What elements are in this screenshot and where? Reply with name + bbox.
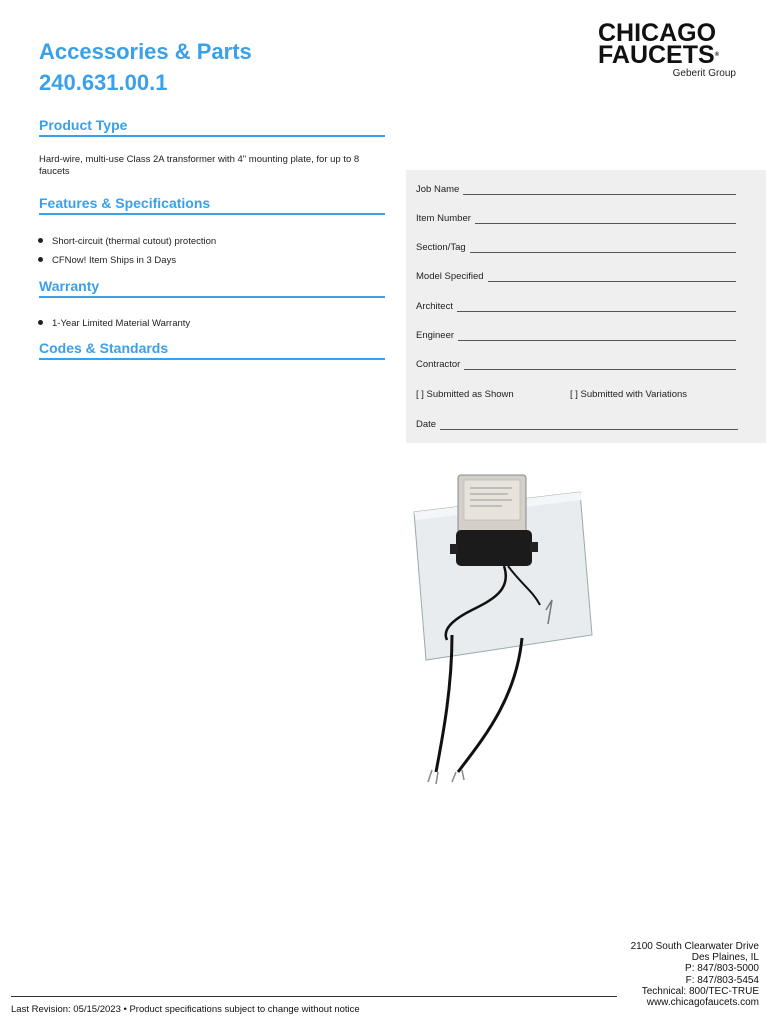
address-street: 2100 South Clearwater Drive	[630, 941, 759, 952]
address-phone: P: 847/803-5000	[685, 963, 759, 975]
logo-line-1: CHICAGO	[598, 19, 717, 47]
job-name-line[interactable]	[463, 185, 736, 195]
submitted-as-shown-checkbox[interactable]: [ ] Submitted as Shown	[416, 389, 514, 400]
item-number-line[interactable]	[475, 214, 736, 224]
address-fax: F: 847/803-5454	[685, 974, 759, 986]
item-number-field[interactable]	[416, 213, 736, 224]
section-heading-warranty: Warranty	[39, 278, 385, 298]
feature-text: Short-circuit (thermal cutout) protection	[52, 236, 217, 247]
company-address	[631, 941, 759, 1008]
logo-line-2-text: FAUCETS	[598, 41, 715, 69]
contractor-field[interactable]	[416, 359, 736, 370]
feature-text: CFNow! Item Ships in 3 Days	[52, 255, 177, 266]
product-image	[412, 470, 600, 785]
address-technical: Technical: 800/TEC-TRUE	[641, 985, 759, 997]
section-heading-product-type: Product Type	[39, 117, 385, 137]
engineer-label: Engineer	[416, 330, 455, 341]
warranty-text: 1-Year Limited Material Warranty	[52, 318, 191, 329]
product-type-text: Hard-wire, multi-use Class 2A transformer with 4" mounting plate, for up to 8 faucets	[39, 154, 360, 177]
footer-divider	[11, 996, 617, 997]
section-tag-field[interactable]	[416, 242, 736, 253]
date-field[interactable]	[416, 419, 738, 430]
submitted-with-variations-checkbox[interactable]: [ ] Submitted with Variations	[570, 389, 688, 400]
model-specified-label: Model Specified	[416, 271, 484, 282]
website-link[interactable]: www.chicagofaucets.com	[646, 997, 759, 1009]
section-heading-features: Features & Specifications	[39, 195, 385, 215]
item-number-label: Item Number	[416, 213, 471, 224]
contractor-line[interactable]	[464, 360, 736, 370]
model-number: 240.631.00.1	[39, 70, 168, 95]
engineer-field[interactable]	[416, 330, 736, 341]
bullet-icon	[38, 257, 43, 262]
section-tag-line[interactable]	[470, 243, 736, 253]
model-specified-field[interactable]	[416, 271, 736, 282]
architect-label: Architect	[416, 301, 453, 312]
address-city: Des Plaines, IL	[691, 952, 759, 964]
brand-logo	[598, 19, 748, 79]
contractor-label: Contractor	[416, 359, 461, 370]
page-title: Accessories & Parts	[39, 39, 252, 64]
date-line[interactable]	[440, 420, 738, 430]
list-item	[38, 318, 190, 330]
trademark-mark: ®	[714, 52, 720, 58]
bullet-icon	[38, 320, 43, 325]
engineer-line[interactable]	[458, 331, 736, 341]
architect-line[interactable]	[457, 302, 736, 312]
section-heading-codes: Codes & Standards	[39, 340, 385, 360]
list-item	[38, 236, 216, 248]
bullet-icon	[38, 238, 43, 243]
footer-note: Last Revision: 05/15/2023 • Product specifications subject to change without notice	[11, 1004, 360, 1015]
logo-line-2	[598, 41, 748, 69]
section-tag-label: Section/Tag	[416, 242, 466, 253]
list-item	[38, 255, 176, 267]
date-label: Date	[416, 419, 437, 430]
logo-group: Geberit Group	[672, 68, 736, 79]
model-specified-line[interactable]	[488, 272, 736, 282]
job-name-field[interactable]	[416, 184, 736, 195]
job-name-label: Job Name	[416, 184, 460, 195]
architect-field[interactable]	[416, 301, 736, 312]
submittal-form	[406, 170, 766, 443]
